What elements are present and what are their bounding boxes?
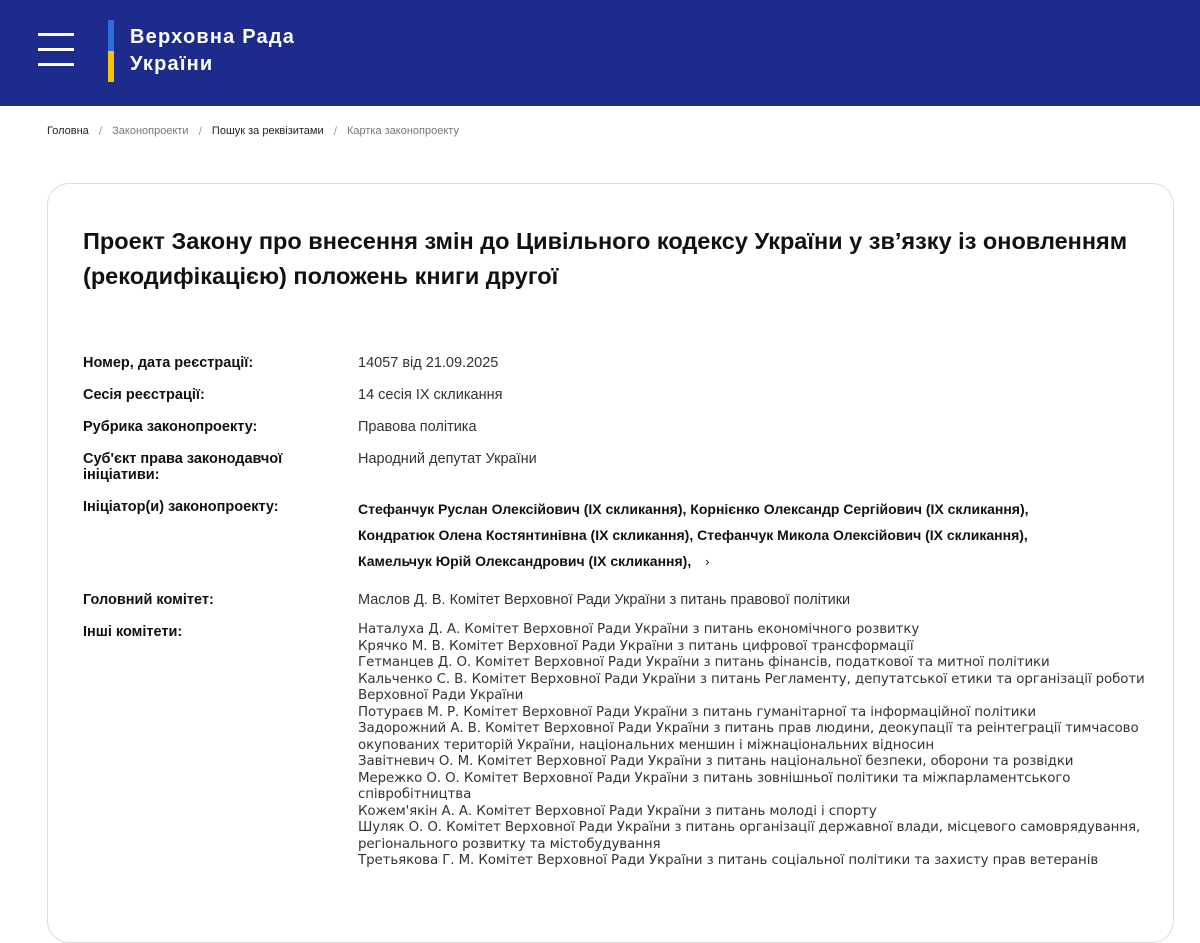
committee-item: Крячко М. В. Комітет Верховної Ради України з питань цифрової трансформації bbox=[358, 638, 914, 654]
initiator-link[interactable]: Стефанчук Микола Олексійович (IX скликання), bbox=[697, 527, 1028, 543]
initiator-link[interactable]: Камельчук Юрій Олександрович (IX скликання), bbox=[358, 553, 692, 569]
breadcrumb-search[interactable]: Пошук за реквізитами bbox=[211, 125, 324, 137]
breadcrumb-home[interactable]: Головна bbox=[47, 125, 89, 137]
bill-title: Проект Закону про внесення змін до Цивільного кодексу України у зв’язку із оновленням (рекодифікацією) положень книги другої bbox=[83, 228, 1128, 289]
menu-bar bbox=[38, 33, 74, 36]
committee-item: Кальченко С. В. Комітет Верховної Ради України з питань Регламенту, депутатської етики та організації роботи Верховної Ради України bbox=[358, 671, 1145, 703]
initiators-label: Ініціатор(и) законопроекту: bbox=[83, 499, 279, 515]
breadcrumb-separator: / bbox=[333, 124, 337, 138]
breadcrumb bbox=[47, 124, 459, 138]
menu-icon[interactable] bbox=[32, 30, 76, 70]
show-more-chevron-icon[interactable]: › bbox=[705, 554, 710, 569]
initiators-list bbox=[358, 496, 1158, 575]
main-committee-label: Головний комітет: bbox=[83, 592, 214, 608]
breadcrumb-bills[interactable]: Законопроекти bbox=[112, 125, 189, 137]
ukraine-flag-icon bbox=[108, 20, 114, 82]
logo-line-1: Верховна Рада bbox=[130, 26, 296, 48]
initiator-link[interactable]: Стефанчук Руслан Олексійович (IX скликання), bbox=[358, 501, 687, 517]
other-committees-label: Інші комітети: bbox=[83, 624, 183, 640]
site-logo[interactable] bbox=[108, 20, 295, 82]
site-header bbox=[0, 0, 1200, 106]
breadcrumb-current: Картка законопроекту bbox=[346, 125, 459, 137]
session-label: Сесія реєстрації: bbox=[83, 387, 205, 403]
committee-item: Третьякова Г. М. Комітет Верховної Ради України з питань соціальної політики та захисту прав ветеранів bbox=[358, 853, 1099, 868]
menu-bar bbox=[38, 63, 74, 66]
rubric-value: Правова політика bbox=[358, 419, 477, 435]
committee-item: Мережко О. О. Комітет Верховної Ради України з питань зовнішньої політики та міжпарламентського співробітництва bbox=[358, 770, 1071, 802]
committee-item: Задорожний А. В. Комітет Верховної Ради України з питань прав людини, деокупації та реінтеграції тимчасово окупованих територій України, національних меншин і міжнаціональних відносин bbox=[358, 721, 1139, 753]
breadcrumb-separator: / bbox=[198, 124, 202, 138]
reg-number-value: 14057 від 21.09.2025 bbox=[358, 355, 499, 371]
committee-item: Кожем'якін А. А. Комітет Верховної Ради України з питань молоді і спорту bbox=[358, 803, 877, 819]
menu-bar bbox=[38, 48, 74, 51]
breadcrumb-separator: / bbox=[98, 124, 103, 138]
logo-line-2: України bbox=[130, 53, 214, 75]
reg-number-label: Номер, дата реєстрації: bbox=[83, 355, 254, 371]
session-value: 14 сесія IX скликання bbox=[358, 387, 503, 403]
committee-item: Шуляк О. О. Комітет Верховної Ради України з питань організації державної влади, місцевого самоврядування, регіонального розвитку та містобудування bbox=[358, 820, 1141, 852]
other-committees-list bbox=[358, 622, 1158, 870]
subject-value: Народний депутат України bbox=[358, 451, 537, 467]
initiator-link[interactable]: Кондратюк Олена Костянтинівна (IX скликання), bbox=[358, 527, 694, 543]
committee-item: Потураєв М. Р. Комітет Верховної Ради України з питань гуманітарної та інформаційної політики bbox=[358, 704, 1036, 720]
initiator-link[interactable]: Корнієнко Олександр Сергійович (IX скликання), bbox=[690, 501, 1029, 517]
committee-item: Гетманцев Д. О. Комітет Верховної Ради України з питань фінансів, податкової та митної політики bbox=[358, 655, 1050, 670]
subject-label: Суб'єкт права законодавчої ініціативи: bbox=[83, 451, 283, 483]
committee-item: Наталуха Д. А. Комітет Верховної Ради України з питань економічного розвитку bbox=[358, 622, 920, 637]
committee-item: Завітневич О. М. Комітет Верховної Ради України з питань національної безпеки, оборони та розвідки bbox=[358, 754, 1074, 769]
rubric-label: Рубрика законопроекту: bbox=[83, 419, 258, 435]
main-committee-value: Маслов Д. В. Комітет Верховної Ради України з питань правової політики bbox=[358, 592, 851, 608]
